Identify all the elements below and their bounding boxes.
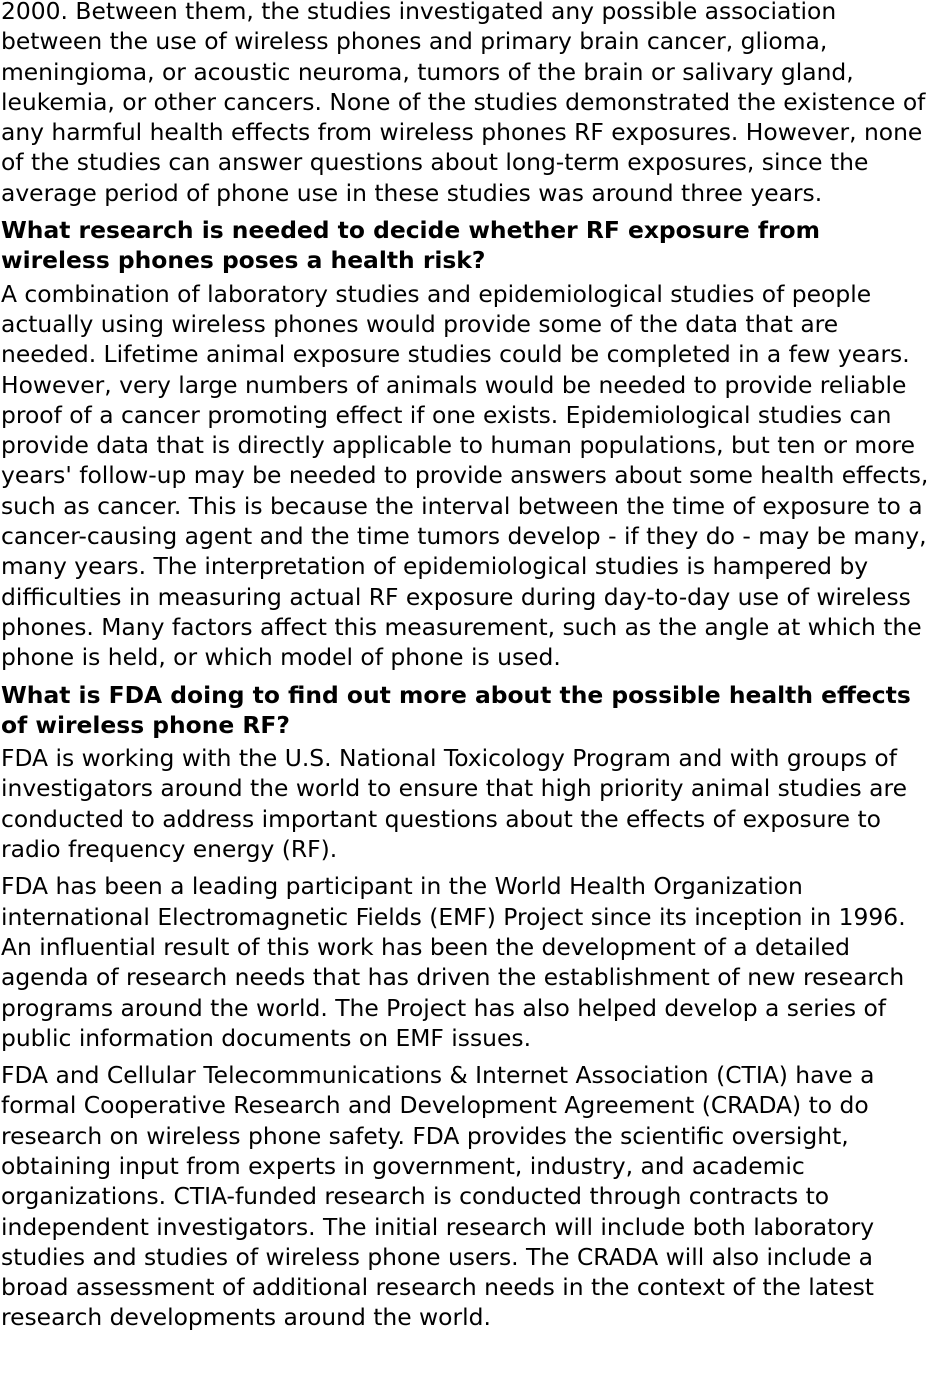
fda-who-emf-paragraph: FDA has been a leading participant in the World Health Organization international Electromagnetic Fields (EMF) Project since its inception in 1996. An influential result of this work has been the development of a detailed agenda of research needs that has driven the establishment of new research programs around the world. The Project has also helped develop a series of public information documents on EMF issues. <box>1 872 906 1052</box>
fda-ctia-crada-paragraph: FDA and Cellular Telecommunications & Internet Association (CTIA) have a formal Cooperative Research and Development Agreement (CRADA) to do research on wireless phone safety. FDA provides the scientific oversight, obtaining input from experts in government, industry, and academic organizations. CTIA-funded research is conducted through contracts to independent investigators. The initial research will include both laboratory studies and studies of wireless phone users. The CRADA will also include a broad assessment of additional research needs in the context of the latest research developments around the world. <box>1 1061 875 1332</box>
section-heading-fda-doing: What is FDA doing to find out more about the possible health effects of wireless phone RF? <box>1 680 911 739</box>
intro-paragraph: 2000. Between them, the studies investigated any possible association between the use of wireless phones and primary brain cancer, glioma, meningioma, or acoustic neuroma, tumors of the brain or salivary gland, leukemia, or other cancers. None of the studies demonstrated the existence of any harmful health effects from wireless phones RF exposures. However, none of the studies can answer questions about long-term exposures, since the average period of phone use in these studies was around three years. <box>1 0 926 207</box>
fda-ntp-paragraph: FDA is working with the U.S. National Toxicology Program and with groups of investigators around the world to ensure that high priority animal studies are conducted to address important questions about the effects of exposure to radio frequency energy (RF). <box>1 744 908 864</box>
section-heading-research-needed: What research is needed to decide whether RF exposure from wireless phones poses a health risk? <box>1 216 820 275</box>
research-needed-paragraph: A combination of laboratory studies and epidemiological studies of people actually using wireless phones would provide some of the data that are needed. Lifetime animal exposure studies could be completed in a few years. However, very large numbers of animals would be needed to provide reliable proof of a cancer promoting effect if one exists. Epidemiological studies can provide data that is directly applicable to human populations, but ten or more years' follow-up may be needed to provide answers about some health effects, such as cancer. This is because the interval between the time of exposure to a cancer-causing agent and the time tumors develop - if they do - may be many, many years. The interpretation of epidemiological studies is hampered by difficulties in measuring actual RF exposure during day-to-day use of wireless phones. Many factors affect this measurement, such as the angle at which the phone is held, or which model of phone is used. <box>1 279 929 672</box>
